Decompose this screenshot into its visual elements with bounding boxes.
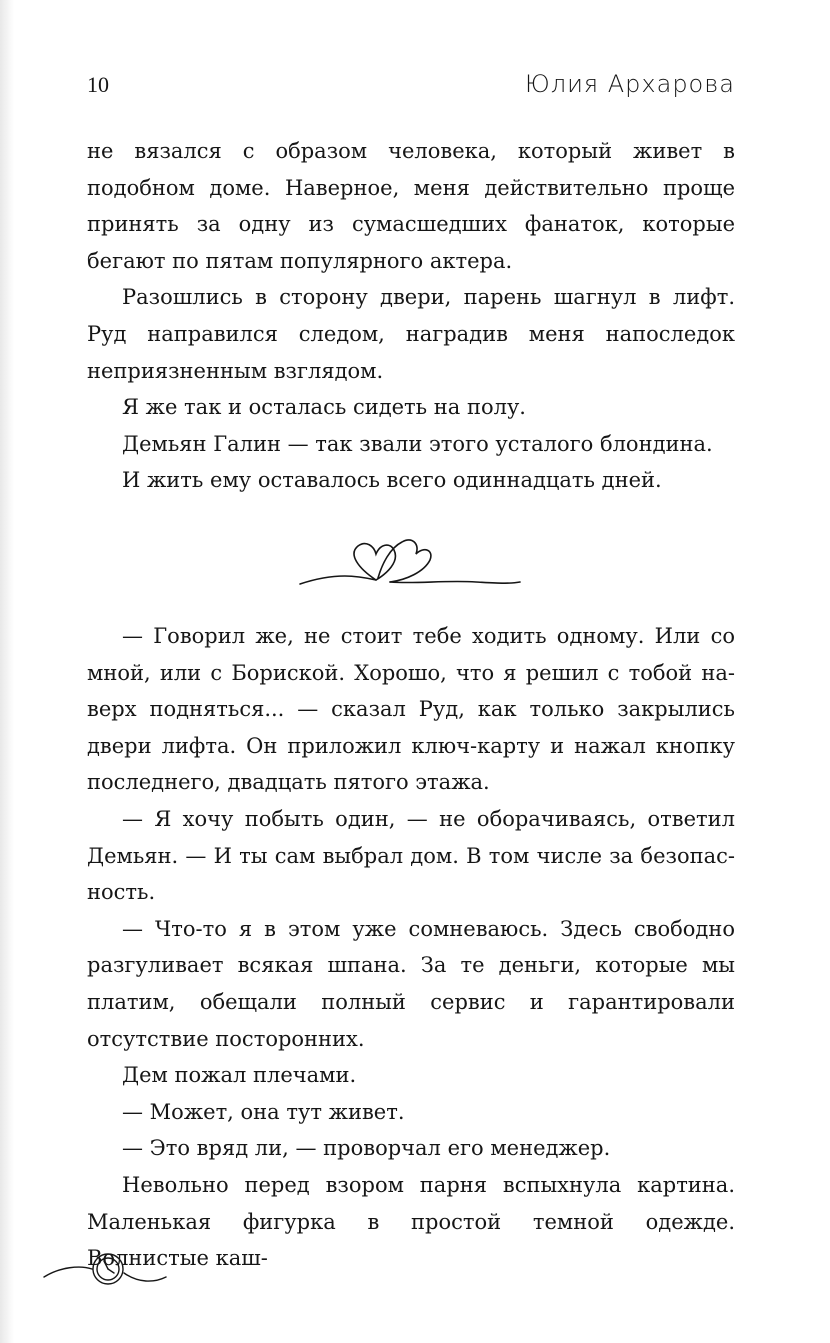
paragraph: — Это вряд ли, — проворчал его менеджер.	[122, 1136, 611, 1161]
paragraph: Разошлись в сторону двери, парень шагнул в лифт. Руд направился следом, наградив меня напоследок неприязненным взглядом.	[87, 285, 735, 383]
top-text-block	[87, 133, 735, 499]
paragraph: Невольно перед взором парня вспыхнула картина. Маленькая фигурка в простой темной одежде. Волнистые каш-	[87, 1172, 735, 1271]
running-head-author: Юлия Архарова	[525, 70, 735, 98]
paragraph: Демьян Галин — так звали этого усталого блондина.	[122, 431, 713, 456]
hearts-divider-icon	[296, 528, 524, 594]
paragraph: — Я хочу побыть один, — не оборачиваясь, ответил Демьян. — И ты сам выбрал дом. В том числе за безопасность.	[87, 806, 735, 905]
paragraph: не вязался с образом человека, который живет в подобном доме. Наверное, меня действительно проще принять за одну из сумасшедших фанаток, которые бегают по пятам популярного актера.	[87, 139, 735, 273]
page-number: 10	[87, 72, 109, 97]
paragraph: Я же так и осталась сидеть на полу.	[122, 395, 526, 420]
paragraph: — Может, она тут живет.	[122, 1099, 405, 1124]
paragraph: — Говорил же, не стоит тебе ходить одному. Или со мной, или с Бориской. Хорошо, что я решил с тобой наверх подняться... — сказал Руд, как только закрылись двери лифта. Он приложил ключ-карту и нажал кнопку последнего, двадцать пятого этажа.	[87, 624, 735, 795]
paragraph: — Что-то я в этом уже сомневаюсь. Здесь свободно разгуливает всякая шпана. За те деньги, которые мы платим, обещали полный сервис и гарантировали отсутствие посторонних.	[87, 916, 735, 1051]
page-edge	[0, 0, 14, 1343]
paragraph: И жить ему оставалось всего одиннадцать дней.	[122, 468, 662, 493]
clock-swirl-icon	[40, 1243, 170, 1293]
bottom-text-block	[87, 618, 735, 1277]
paragraph: Дем пожал плечами.	[122, 1063, 357, 1088]
